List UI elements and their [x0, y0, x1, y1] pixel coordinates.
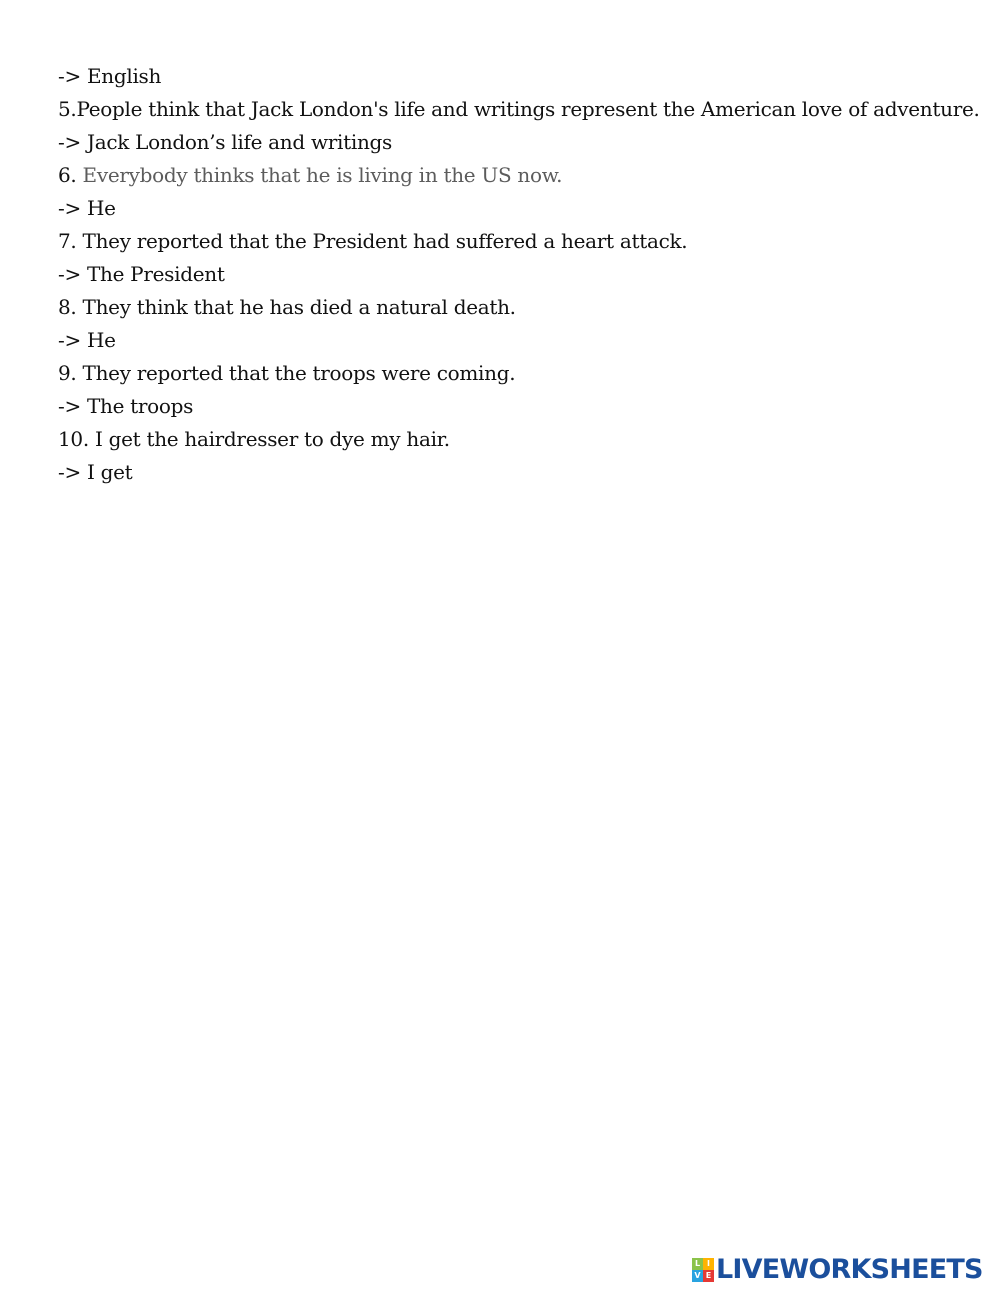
- logo-tile-l: L: [692, 1258, 703, 1270]
- answer-line-10: -> I get: [58, 460, 133, 484]
- answer-line-8: -> He: [58, 328, 116, 352]
- worksheet-page: [58, 60, 978, 489]
- answer-line-6: -> He: [58, 196, 116, 220]
- logo-wordmark: LIVEWORKSHEETS: [716, 1254, 983, 1285]
- answer-line-english: -> English: [58, 64, 162, 88]
- logo-tile-e: E: [703, 1270, 714, 1282]
- question-7: 7. They reported that the President had suffered a heart attack.: [58, 229, 688, 253]
- question-6-text: Everybody thinks that he is living in the US now.: [82, 163, 563, 187]
- question-6: [58, 159, 978, 192]
- answer-line-7: -> The President: [58, 262, 225, 286]
- question-8: 8. They think that he has died a natural death.: [58, 295, 516, 319]
- answer-line-9: -> The troops: [58, 394, 194, 418]
- live-tiles-icon: [692, 1258, 714, 1282]
- logo-tile-i: I: [703, 1258, 714, 1270]
- question-6-number: 6.: [58, 163, 83, 187]
- liveworksheets-logo[interactable]: [692, 1255, 983, 1285]
- question-9: 9. They reported that the troops were coming.: [58, 361, 516, 385]
- logo-tile-v: V: [692, 1270, 703, 1282]
- question-5: 5.People think that Jack London's life and writings represent the American love of adventure.: [58, 97, 980, 121]
- answer-line-5: -> Jack London’s life and writings: [58, 130, 393, 154]
- question-10: 10. I get the hairdresser to dye my hair.: [58, 427, 450, 451]
